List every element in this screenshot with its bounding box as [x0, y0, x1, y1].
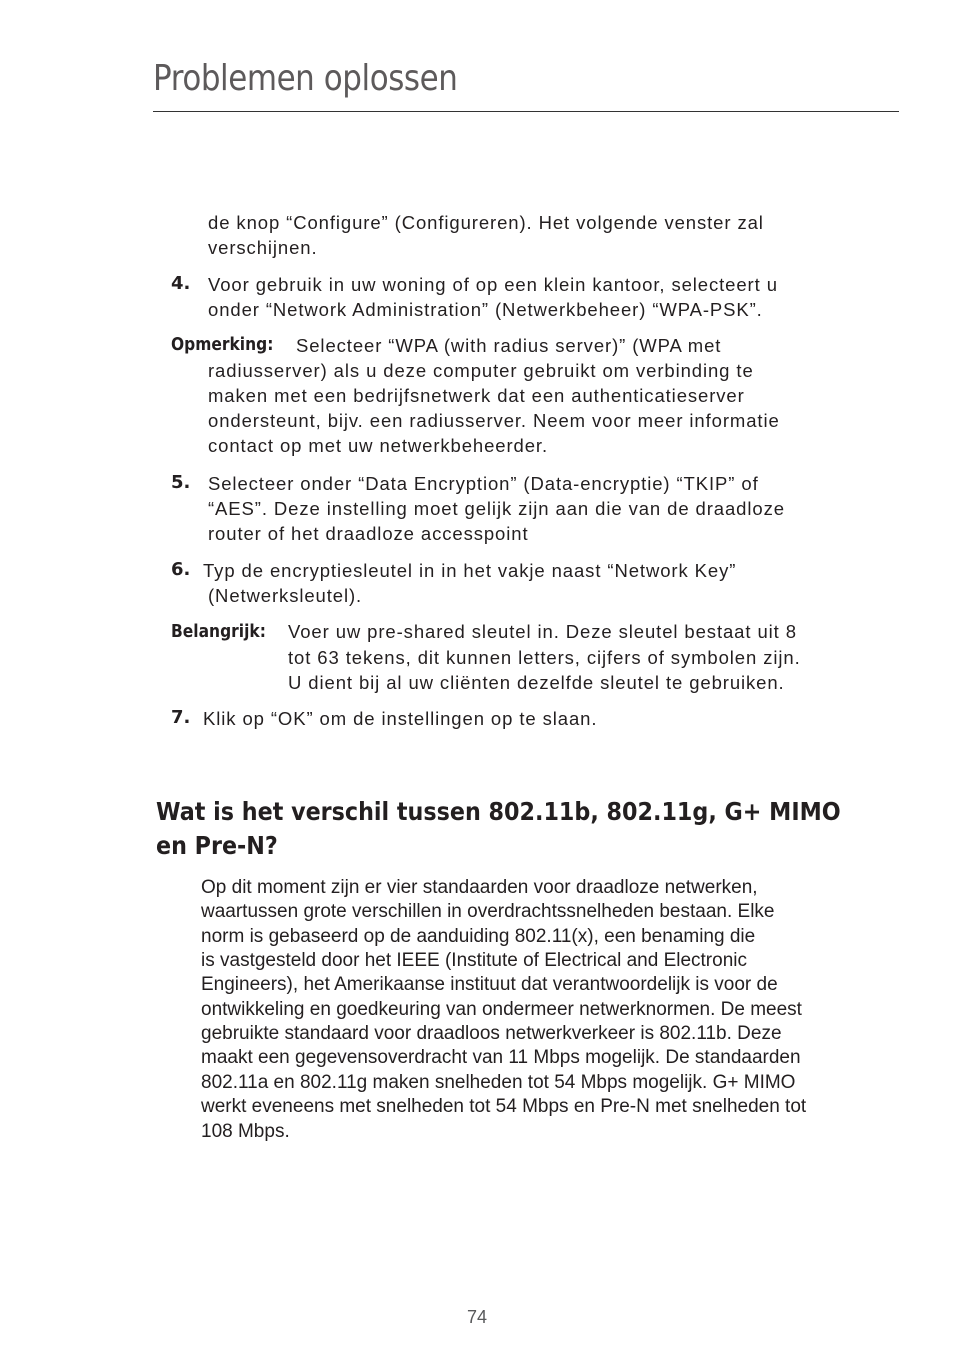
note-line-4: ondersteunt, bijv. een radiusserver. Neem voor meer informatie — [208, 410, 780, 431]
step-4-line-2: onder “Network Administration” (Netwerkbeheer) “WPA-PSK”. — [208, 299, 763, 320]
step-4-line-1: Voor gebruik in uw woning of op een klein kantoor, selecteert u — [208, 274, 778, 295]
title-divider — [153, 111, 899, 112]
important-line-2: tot 63 tekens, dit kunnen letters, cijfers of symbolen zijn. — [288, 647, 801, 668]
important-label: Belangrijk: — [171, 621, 266, 642]
step-6-line-2: (Netwerksleutel). — [208, 585, 363, 606]
body-line-9: 802.11a en 802.11g maken snelheden tot 54 Mbps mogelijk. G+ MIMO — [201, 1072, 796, 1093]
note-line-5: contact op met uw netwerkbeheerder. — [208, 435, 549, 456]
page-title: Problemen oplossen — [153, 58, 458, 99]
body-line-11: 108 Mbps. — [201, 1121, 290, 1142]
body-line-2: waartussen grote verschillen in overdrachtssnelheden bestaan. Elke — [201, 901, 775, 922]
intro-line-2: verschijnen. — [208, 237, 318, 258]
step-4-number: 4. — [171, 273, 191, 294]
body-line-7: gebruikte standaard voor draadloos netwerkverkeer is 802.11b. Deze — [201, 1023, 782, 1044]
body-line-8: maakt een gegevensoverdracht van 11 Mbps mogelijk. De standaarden — [201, 1047, 801, 1068]
important-line-3: U dient bij al uw cliënten dezelfde sleutel te gebruiken. — [288, 672, 785, 693]
note-label: Opmerking: — [171, 334, 274, 355]
note-line-2: radiusserver) als u deze computer gebruikt om verbinding te — [208, 360, 754, 381]
body-line-5: Engineers), het Amerikaanse instituut dat verantwoordelijk is voor de — [201, 974, 778, 995]
body-line-4: is vastgesteld door het IEEE (Institute of Electrical and Electronic — [201, 950, 747, 971]
step-6-number: 6. — [171, 559, 191, 580]
note-line-1: Selecteer “WPA (with radius server)” (WPA met — [296, 335, 722, 356]
note-line-3: maken met een bedrijfsnetwerk dat een authenticatieserver — [208, 385, 745, 406]
step-5-line-3: router of het draadloze accesspoint — [208, 523, 529, 544]
body-line-3: norm is gebaseerd op de aanduiding 802.11(x), een benaming die — [201, 926, 756, 947]
step-5-line-1: Selecteer onder “Data Encryption” (Data-encryptie) “TKIP” of — [208, 473, 759, 494]
body-line-6: ontwikkeling en goedkeuring van ondermeer netwerknormen. De meest — [201, 999, 802, 1020]
important-line-1: Voer uw pre-shared sleutel in. Deze sleutel bestaat uit 8 — [288, 621, 797, 642]
step-7-number: 7. — [171, 707, 191, 728]
body-line-1: Op dit moment zijn er vier standaarden voor draadloze netwerken, — [201, 877, 758, 898]
step-5-line-2: “AES”. Deze instelling moet gelijk zijn aan die van de draadloze — [208, 498, 785, 519]
intro-line-1: de knop “Configure” (Configureren). Het volgende venster zal — [208, 212, 764, 233]
step-6-line-1: Typ de encryptiesleutel in in het vakje naast “Network Key” — [203, 560, 737, 581]
section-heading: Wat is het verschil tussen 802.11b, 802.11g, G+ MIMO en Pre-N? — [156, 797, 841, 860]
body-line-10: werkt eveneens met snelheden tot 54 Mbps en Pre-N met snelheden tot — [201, 1096, 807, 1117]
page-number: 74 — [466, 1307, 488, 1327]
step-7-line-1: Klik op “OK” om de instellingen op te slaan. — [203, 708, 598, 729]
step-5-number: 5. — [171, 472, 191, 493]
